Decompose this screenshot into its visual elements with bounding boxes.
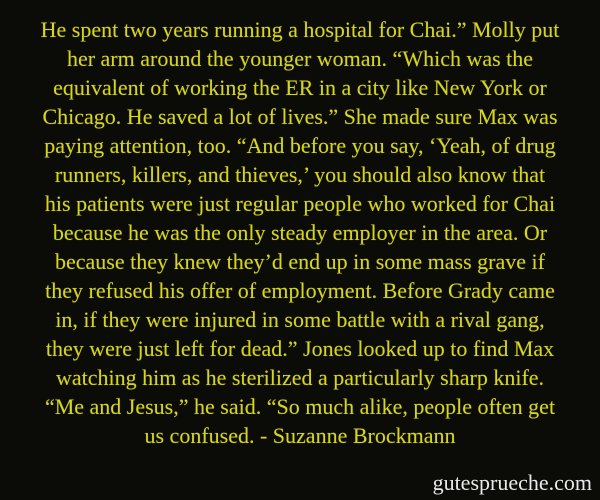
quote-line: us confused. - Suzanne Brockmann bbox=[144, 423, 456, 448]
quote-line: they were just left for dead.” Jones looked up to find Max bbox=[45, 336, 555, 361]
quote-line: in, if they were injured in some battle with a rival gang, bbox=[55, 307, 545, 332]
quote-line: his patients were just regular people who worked for Chai bbox=[44, 191, 556, 216]
quote-text-block bbox=[0, 15, 600, 450]
watermark-site-name: gutesprueche.com bbox=[432, 470, 592, 495]
quote-line: “Me and Jesus,” he said. “So much alike, people often get bbox=[44, 394, 556, 419]
quote-line: paying attention, too. “And before you say, ‘Yeah, of drug bbox=[44, 133, 556, 158]
quote-line: because he was the only steady employer in the area. Or bbox=[52, 220, 548, 245]
quote-line: because they knew they’d end up in some mass grave if bbox=[55, 249, 545, 274]
quote-line: equivalent of working the ER in a city like New York or bbox=[53, 75, 547, 100]
quote-line: runners, killers, and thieves,’ you should also know that bbox=[54, 162, 546, 187]
quote-line: they refused his offer of employment. Before Grady came bbox=[45, 278, 555, 303]
quote-line: He spent two years running a hospital for Chai.” Molly put bbox=[40, 17, 560, 42]
quote-line: Chicago. He saved a lot of lives.” She made sure Max was bbox=[42, 104, 558, 129]
quote-line: watching him as he sterilized a particularly sharp knife. bbox=[55, 365, 545, 390]
quote-line: her arm around the younger woman. “Which was the bbox=[66, 46, 534, 71]
